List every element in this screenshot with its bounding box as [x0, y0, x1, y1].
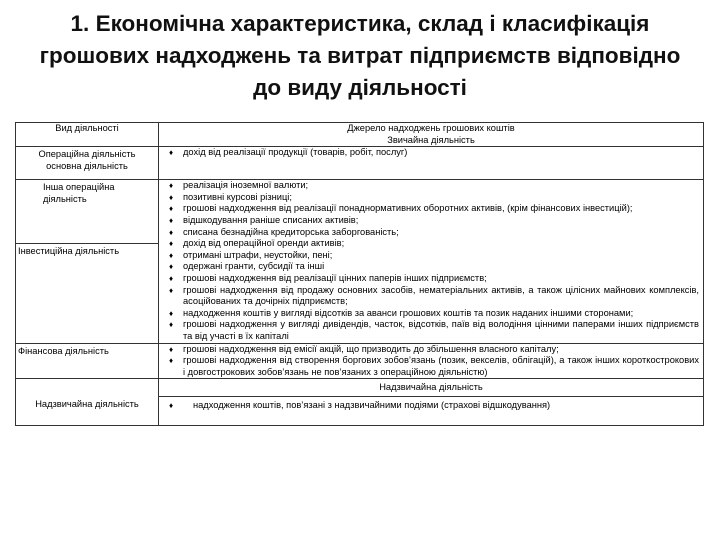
list-item: ♦ грошові надходження від емісії акцій, що призводить до збільшення власного капіталу;	[159, 344, 703, 356]
bullet-icon: ♦	[168, 273, 174, 283]
list-item: ♦ грошові надходження від реалізації цінних паперів інших підприємств;	[159, 273, 703, 285]
title-line-1: 1. Економічна характеристика, склад і класифікація	[70, 11, 650, 36]
operating-activity-title: Операційна діяльність	[38, 149, 136, 160]
bullet-icon: ♦	[168, 215, 174, 225]
other-operating-label: Інша операційна	[43, 182, 115, 193]
bullet-icon: ♦	[168, 204, 174, 214]
list-item: ♦ надходження коштів у вигляді відсотків за аванси грошових коштів та позик наданих іншими сторонами;	[159, 308, 703, 320]
cell-other-investment-sources	[159, 180, 704, 343]
bullet-icon: ♦	[168, 262, 174, 272]
title-line-3: до виду діяльності	[253, 75, 467, 100]
header-extraordinary-activity: Надзвичайна діяльність	[159, 379, 703, 397]
financial-activity-label: Фінансова діяльність	[18, 345, 109, 356]
list-item: ♦ позитивні курсові різниці;	[159, 192, 703, 204]
list-item: ♦ отримані штрафи, неустойки, пені;	[159, 250, 703, 262]
bullet-icon: ♦	[168, 344, 174, 354]
list-item: ♦ дохід від реалізації продукції (товарів, робіт, послуг)	[159, 147, 703, 159]
bullet-icon: ♦	[168, 285, 174, 295]
list-item: ♦ одержані гранти, субсидії та інші	[159, 261, 703, 273]
page-title	[0, 8, 720, 104]
investment-activity-label: Інвестиційна діяльність	[18, 245, 120, 256]
list-item: ♦ відшкодування раніше списаних активів;	[159, 215, 703, 227]
table-row-main-operating	[16, 147, 704, 180]
bullet-icon: ♦	[168, 148, 174, 158]
bullet-icon: ♦	[168, 320, 174, 330]
bullet-icon: ♦	[168, 356, 174, 366]
bullet-icon: ♦	[168, 227, 174, 237]
cell-financial-activity	[16, 343, 159, 379]
cell-other-operating	[16, 180, 159, 243]
cell-investment-activity	[16, 243, 159, 343]
list-item: ♦ надходження коштів, пов’язані з надзвичайними подіями (страхові відшкодування)	[159, 397, 703, 426]
bullet-icon: ♦	[168, 239, 174, 249]
cell-extraordinary-activity	[16, 379, 159, 426]
header-cash-source-label: Джерело надходжень грошових коштів	[347, 123, 515, 133]
table-header-row	[16, 123, 704, 147]
bullet-icon: ♦	[168, 192, 174, 202]
cash-receipts-table	[15, 122, 704, 426]
bullet-icon: ♦	[168, 181, 174, 191]
cell-financial-sources	[159, 343, 704, 379]
table-row-other-operating	[16, 180, 704, 243]
bullet-icon: ♦	[168, 250, 174, 260]
title-line-2: грошових надходжень та витрат підприємств відповідно	[39, 43, 681, 68]
list-item: ♦ грошові надходження від створення боргових зобов’язань (позик, векселів, облігацій), а також інших короткострокових і довгострокових зобов’язань не пов’язаних з операційною діяльністю)	[159, 355, 703, 378]
list-item: ♦ дохід від операційної оренди активів;	[159, 238, 703, 250]
header-cash-source	[159, 123, 704, 147]
list-item: ♦ грошові надходження від реалізації понаднормативних оборотних активів, (крім фінансових інвестицій);	[159, 203, 703, 215]
extraordinary-activity-label: Надзвичайна діяльність	[35, 399, 139, 410]
header-ordinary-activity: Звичайна діяльність	[387, 134, 475, 145]
list-item: ♦ грошові надходження від продажу основних засобів, нематеріальних активів, а також цілісних майнових комплексів, асоційованих та дочірніх підприємств;	[159, 285, 703, 308]
cell-operating-main	[16, 147, 159, 180]
other-operating-label-2: діяльність	[43, 193, 87, 204]
bullet-icon: ♦	[168, 400, 174, 410]
table-row-extraordinary	[16, 379, 704, 426]
cell-extraordinary-sources	[159, 379, 704, 426]
table-row-financial	[16, 343, 704, 379]
header-activity-type: Вид діяльності	[16, 123, 159, 147]
list-item: ♦ реалізація іноземної валюти;	[159, 180, 703, 192]
list-item: ♦ грошові надходження у вигляді дивідендів, часток, відсотків, паїв від володіння цінними паперами інших підприємств та від участі в їх капіталі	[159, 319, 703, 342]
main-activity-label: основна діяльність	[46, 160, 128, 171]
cell-main-sources	[159, 147, 704, 180]
list-item: ♦ списана безнадійна кредиторська заборгованість;	[159, 227, 703, 239]
bullet-icon: ♦	[168, 308, 174, 318]
